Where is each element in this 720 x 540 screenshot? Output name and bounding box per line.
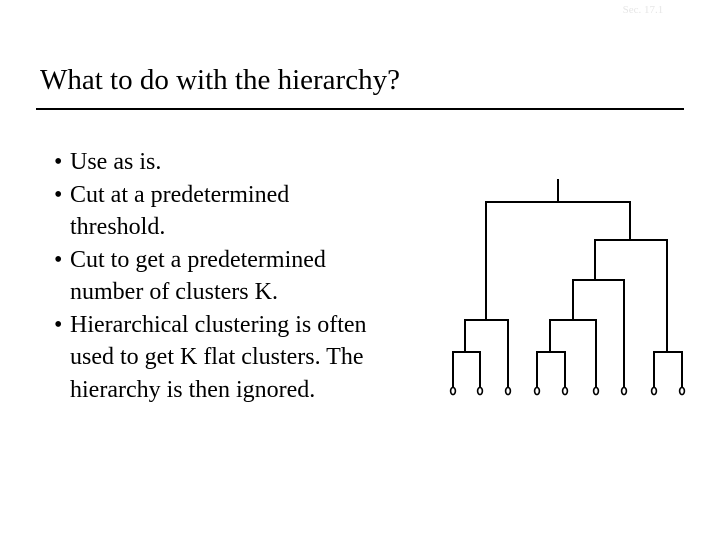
dendrogram-leaf — [451, 387, 456, 394]
bullet-item — [54, 309, 434, 407]
dendrogram-leaf — [478, 387, 483, 394]
bullet-dot: • — [54, 149, 63, 175]
dendrogram-leaf — [563, 387, 568, 394]
dendrogram-leaf — [622, 387, 627, 394]
dendrogram-leaves — [451, 387, 685, 394]
bullet-dot: • — [54, 246, 63, 273]
dendrogram-link — [654, 352, 682, 388]
dendrogram-link — [486, 202, 630, 320]
dendrogram-link — [453, 352, 480, 388]
dendrogram-link — [573, 280, 624, 388]
dendrogram-link — [537, 352, 565, 388]
dendrogram-link — [465, 320, 508, 388]
bullet-text-continued: number of clusters K. — [70, 279, 278, 305]
bullet-text: Use as is. — [70, 149, 162, 175]
bullet-text: Hierarchical clustering is often — [70, 311, 367, 338]
bullet-item — [54, 146, 434, 179]
bullet-text: Cut to get a predetermined — [70, 246, 326, 273]
bullet-text: Cut at a predetermined — [70, 181, 290, 208]
bullet-dot: • — [54, 311, 63, 338]
slide-title: What to do with the hierarchy? — [40, 64, 400, 96]
dendrogram — [440, 170, 700, 402]
bullet-text-continued: threshold. — [70, 214, 166, 240]
bullet-dot: • — [54, 181, 63, 208]
bullet-text-continued: used to get K flat clusters. The — [70, 344, 364, 370]
dendrogram-leaf — [594, 387, 599, 394]
bullet-item — [54, 179, 434, 244]
bullet-item — [54, 244, 434, 309]
dendrogram-leaf — [680, 387, 685, 394]
bullet-text-continued: hierarchy is then ignored. — [70, 376, 316, 403]
dendrogram-link — [550, 320, 596, 388]
dendrogram-link — [595, 240, 667, 352]
bullet-list — [54, 146, 434, 406]
dendrogram-leaf — [506, 387, 511, 394]
slide-number: Sec. 17.1 — [622, 4, 664, 16]
title-divider — [36, 108, 684, 110]
dendrogram-leaf — [535, 387, 540, 394]
dendrogram-leaf — [652, 387, 657, 394]
